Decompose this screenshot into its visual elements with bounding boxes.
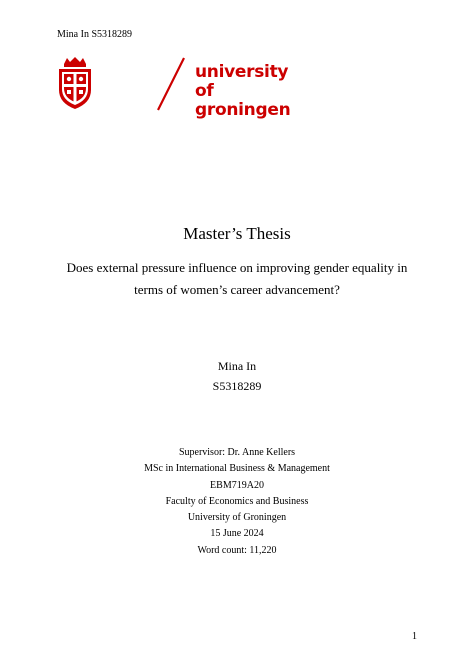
logo-line-1: university of: [195, 62, 289, 101]
thesis-subtitle: [60, 257, 414, 301]
subtitle-line-1: Does external pressure influence on improving gender equality in: [66, 260, 408, 275]
logo-slash-icon: [156, 56, 186, 112]
subtitle-line-2: terms of women’s career advancement?: [134, 282, 340, 297]
student-number: S5318289: [212, 379, 262, 393]
author-block: [0, 356, 474, 396]
supervisor: Supervisor: Dr. Anne Kellers: [178, 447, 296, 458]
header-author-id: Mina In S5318289: [57, 29, 132, 40]
logo-wordmark: [195, 63, 290, 120]
university-name: University of Groningen: [187, 512, 287, 524]
thesis-title: Master’s Thesis: [183, 224, 291, 243]
university-crest-icon: [56, 56, 94, 110]
course-code: EBM719A20: [210, 479, 264, 491]
thesis-details: [0, 445, 474, 559]
page-number: 1: [412, 631, 417, 642]
logo-line-2: groningen: [195, 100, 291, 120]
university-logo: [56, 56, 291, 120]
faculty: Faculty of Economics and Business: [165, 495, 309, 507]
author-name: Mina In: [217, 359, 257, 373]
word-count: Word count: 11,220: [197, 544, 277, 556]
program: MSc in International Business & Management: [144, 463, 330, 475]
submission-date: 15 June 2024: [210, 528, 264, 540]
